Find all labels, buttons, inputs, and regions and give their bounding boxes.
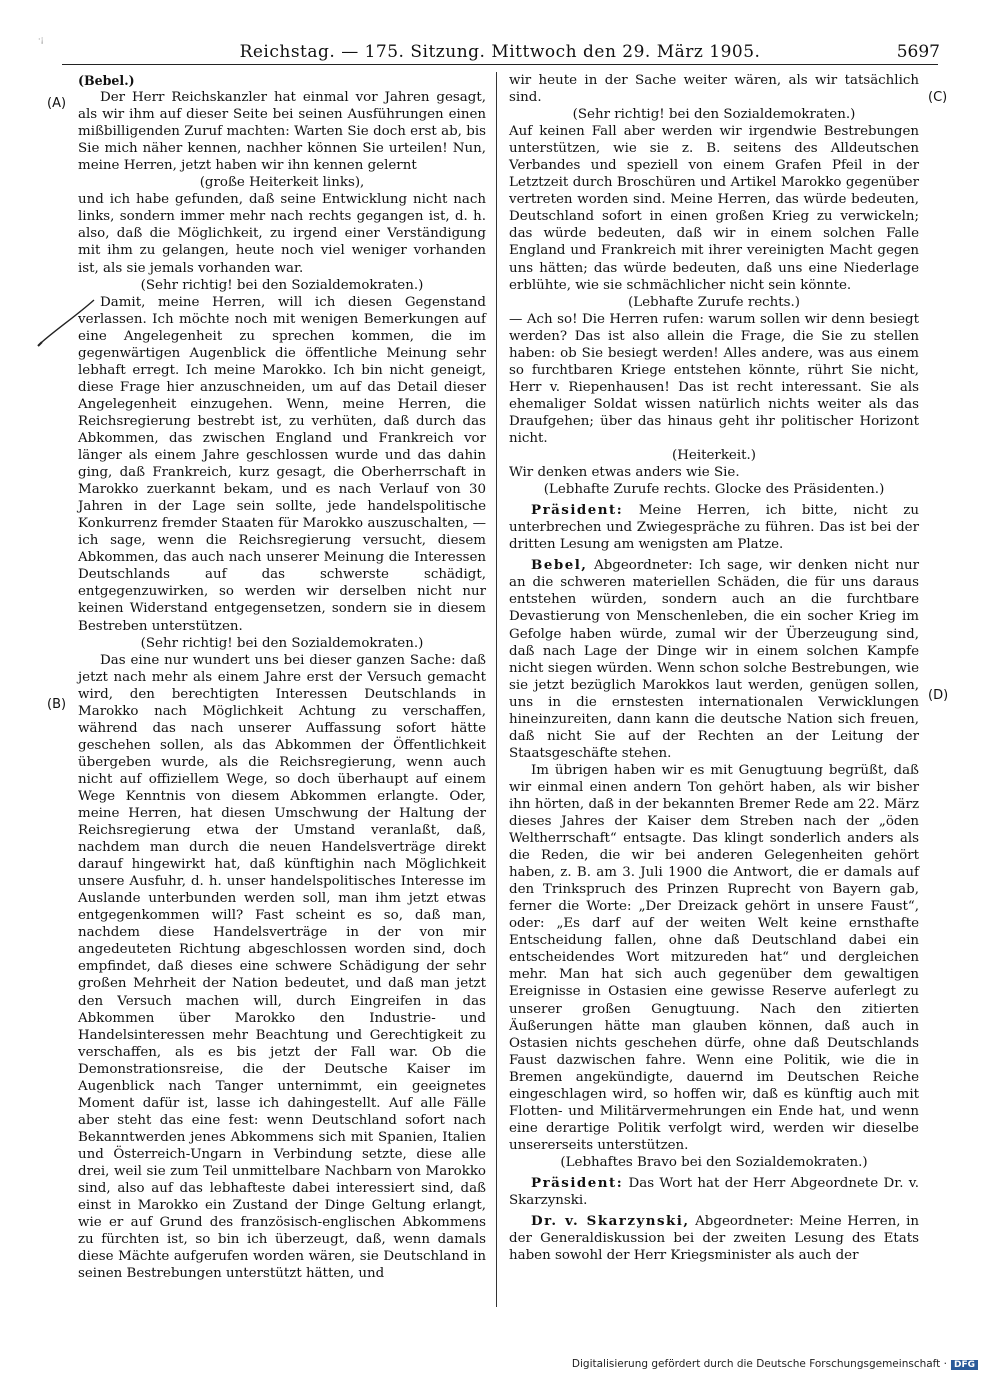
right-column [509,72,919,1264]
paragraph: Auf keinen Fall aber werden wir irgendwie Bestrebungen unterstützen, wie sie z. B. seitens des Alldeutschen Verbandes und speziell von einem Grafen Pfeil in der Letztzeit durch Broschüren und Artikel Marokko gegenüber vertreten worden sind. Meine Herren, das würde bedeuten, Deutschland sofort in einen großen Krieg zu verwickeln; das würde bedeuten, daß wir in einem solchen Falle England und Frankreich mit ihrer vereinigten Macht gegen uns hätten; das würde bedeuten, daß uns eine Niederlage erblühte, wie sie schmächlicher nicht sein könnte. [509,124,919,293]
footer-credit [572,1358,978,1370]
speech-text: Abgeordneter: Meine Herren, in der Generaldiskussion bei der zweiten Lesung des Etats haben sowohl der Herr Kriegsminister als auch der [509,1214,919,1264]
speech-paragraph [509,557,919,762]
margin-marker-b: (B) [47,697,67,712]
speech-text: Das Wort hat der Herr Abgeordnete Dr. v. Skarzynski. [509,1176,919,1209]
dfg-logo: DFG [951,1360,978,1370]
margin-marker-d: (D) [928,688,949,703]
margin-marker-c: (C) [928,90,948,105]
footer-text: Digitalisierung gefördert durch die Deutsche Forschungsgemeinschaft · [571,1358,947,1370]
paragraph: Das eine nur wundert uns bei dieser ganzen Sache: daß jetzt nach mehr als einem Jahre erst der Versuch gemacht wird, den berechtigten Interessen Deutschlands in Marokko nach Möglichkeit Achtung zu verschaffen, während das nach unserer Auffassung sofort hätte geschehen sollen, als das Abkommen der Öffentlichkeit übergeben wurde, als die Reichsregierung, wenn auch nicht auf offiziellem Wege, so doch überhaupt auf einem Wege Kenntnis von diesem Abkommen erlangte. Oder, meine Herren, hat diesen Umschwung der Haltung der Reichsregierung etwa der Umstand veranlaßt, daß, nachdem man durch die neuen Handelsverträge direkt darauf hingewirkt hat, daß künftighin nach Möglichkeit unsere Ausfuhr, d. h. unser handelspolitisches Interesse im Auslande unterbunden werden soll, man ihm jetzt etwas entgegenkommen will? Fast scheint es so, daß man, nachdem diese Handelsverträge in der von mir angedeuteten Richtung abgeschlossen worden sind, doch empfindet, daß dieses eine schwere Schädigung der sehr großen Mehrheit der Nation bedeutet, und daß man jetzt den Versuch machen will, durch Eingreifen in das Abkommen über Marokko den Industrie- und Handelsinteressen mehr Beachtung und Gerechtigkeit zu verschaffen, als es bis jetzt der Fall war. Ob die Demonstrationsreise, die der Deutsche Kaiser im Augenblick nach Tanger unternimmt, ein geeignetes Moment dafür ist, lasse ich dahingestellt. Auf alle Fälle aber steht das eine fest: wenn Deutschland sofort nach Bekanntwerden jenes Abkommens sich mit Spanien, Italien und Österreich-Ungarn in Verbindung setzte, diese alle drei, weil sie zum Teil unmittelbare Nachbarn von Marokko sind, also auf das lebhafteste dabei interessiert sind, daß einst in Marokko ein Zustand der Dinge Geltung erlangt, wie er auf Grund des französisch-englischen Abkommens zu fürchten ist, so bin ich überzeugt, daß, wenn damals diese Mächte aufgerufen worden wären, sie Deutschland in seinen Bestrebungen unterstützt hätten, und [78,652,486,1282]
column-divider [496,72,497,1307]
speaker-tag: (Bebel.) [78,73,135,88]
interjection: (Sehr richtig! bei den Sozialdemokraten.) [572,107,856,123]
paragraph: Wir denken etwas anders wie Sie. [509,465,740,481]
paragraph: Im übrigen haben wir es mit Genugtuung begrüßt, daß wir einmal einen andern Ton gehört haben, als wir bisher ihn hörten, daß in der bekannten Bremer Rede am 22. März dieses Jahres der Kaiser dem Streben nach der „öden Weltherrschaft“ entsagte. Das klingt sonderlich anders als die Reden, die wir bei anderen Gelegenheiten gehört haben, z. B. am 3. Juli 1900 die Antwort, die er damals auf den Trinkspruch des Prinzen Ruprecht von Bayern gab, ferner die Worte: „Der Dreizack gehört in unsere Faust“, oder: „Es darf auf der weiten Welt keine ernsthafte Entscheidung fallen, ohne daß Deutschland dabei ein entscheidendes Wort mitzureden hat“ und dergleichen mehr. Man hat sich auch gegenüber dem gewaltigen Ereignisse in Ostasien eine gewisse Reserve auferlegt zu unserer großen Genugtuung. Nach den zitierten Äußerungen hätte man glauben können, daß auch in Ostasien nichts geschehen dürfe, ohne daß Deutschlands Faust dazwischen fahre. Wenn eine Politik, wie die in Bremen angekündigte, dauernd im Deutschen Reiche eingeschlagen wird, so hoffen wir, daß es künftig auch mit Flotten- und Militärvermehrungen ein Ende hat, und wenn eine derartige Politik verfolgt wird, werden wir dieselbe unsererseits unterstützen. [509,762,919,1153]
interjection: (große Heiterkeit links), [199,175,365,191]
header-title: Reichstag. — 175. Sitzung. Mittwoch den 29. März 1905. [239,42,761,62]
header-rule [62,64,938,65]
speech-text: Abgeordneter: Ich sage, wir denken nicht nur an die schweren materiellen Schäden, die für uns daraus entstehen würden, sondern auch an die furchtbare Devastierung von Menschenleben, die ein socher Krieg im Gefolge haben würde, zumal wir der Überzeugung sind, daß nach Lage der Dinge wir in einem solchen Kampfe nicht siegen würden. Wenn schon solche Bestrebungen, wie sie jetzt bezüglich Marokkos laut werden, genügen sollen, uns in die ernstesten internationalen Verwicklungen hineinzureiten, dann kann die deutsche Nation sich freuen, daß nicht Sie auf der Rechten an der Leitung der Staatsgeschäfte stehen. [509,558,919,761]
paragraph: und ich habe gefunden, daß seine Entwicklung nicht nach links, sondern immer mehr nach rechts gegangen ist, d. h. also, daß die Möglichkeit, zu irgend einer Verständigung mit ihm zu gelangen, heute noch viel weniger vorhanden ist, als sie jemals vorhanden war. [78,192,486,276]
interjection: (Sehr richtig! bei den Sozialdemokraten.) [140,277,424,293]
interjection: (Lebhaftes Bravo bei den Sozialdemokraten.) [560,1154,868,1170]
margin-marker-a: (A) [47,96,67,111]
paragraph: — Ach so! Die Herren rufen: warum sollen wir denn besiegt werden? Das ist also allein die Frage, die Sie zu stellen haben: ob Sie besiegt werden! Alles andere, was aus einem so furchtbaren Kriege entstehen könnte, rührt Sie nicht, Herr v. Riepenhausen! Das ist recht interessant. Sie als ehemaliger Soldat wissen natürlich nichts weiter als das Draufgehen; über das hinaus geht ihr politischer Horizont nicht. [509,311,919,446]
speech-paragraph [509,502,919,553]
paragraph: wir heute in der Sache weiter wären, als wir tatsächlich sind. [509,73,919,106]
interjection: (Lebhafte Zurufe rechts.) [627,294,800,310]
speaker-name: Präsident: [531,1175,624,1191]
speaker-name: Präsident: [531,502,624,519]
interjection: (Heiterkeit.) [672,448,756,464]
left-column [78,72,486,1282]
speaker-name: Dr. v. Skarzynski, [531,1213,690,1230]
interjection: (Sehr richtig! bei den Sozialdemokraten.) [140,635,424,651]
paragraph: Der Herr Reichskanzler hat einmal vor Jahren gesagt, als wir ihm auf dieser Seite bei seinen Ausführungen einen mißbilligenden Zuruf machten: Warten Sie doch erst ab, bis Sie mich näher kennen, nachher können Sie urteilen! Nun, meine Herren, jetzt haben wir ihn kennen gelernt [78,90,486,174]
interjection: (Lebhafte Zurufe rechts. Glocke des Präsidenten.) [543,482,885,498]
speech-text: Meine Herren, ich bitte, nicht zu unterbrechen und Zwiegespräche zu führen. Das ist bei der dritten Lesung am wenigsten am Platze. [509,503,919,553]
speech-paragraph [509,1175,919,1209]
speaker-name: Bebel, [531,557,588,574]
page-number: 5697 [896,42,940,62]
paragraph: Damit, meine Herren, will ich diesen Gegenstand verlassen. Ich möchte noch mit wenigen Bemerkungen auf eine Angelegenheit zu sprechen kommen, die im gegenwärtigen Augenblick die öffentliche Meinung sehr lebhaft erregt. Ich meine Marokko. Ich bin nicht geneigt, diese Frage hier anzuschneiden, um auf das Detail dieser Angelegenheit einzugehen. Wenn, meine Herren, die Reichsregierung bestrebt ist, zu verhüten, daß durch das Abkommen, das zwischen England und Frankreich vor länger als einem Jahre geschlossen wurde und das dahin ging, daß Frankreich, kurz gesagt, die Oberherrschaft in Marokko zuerkannt bekam, und es nach Verlauf von 30 Jahren in der Lage sein sollte, jede handelspolitische Konkurrenz fremder Staaten für Marokko auszuschalten, — ich sage, wenn die Reichsregierung versucht, diesem Abkommen, das auch nach unserer Meinung die Interessen Deutschlands auf das schwerste schädigt, entgegenzuwirken, so werden wir derselben nicht nur keinen Widerstand entgegensetzen, sondern sie in diesem Bestreben unterstützen. [78,294,486,634]
scan-mark: ·¡ [38,35,44,44]
speech-paragraph [509,1213,919,1264]
